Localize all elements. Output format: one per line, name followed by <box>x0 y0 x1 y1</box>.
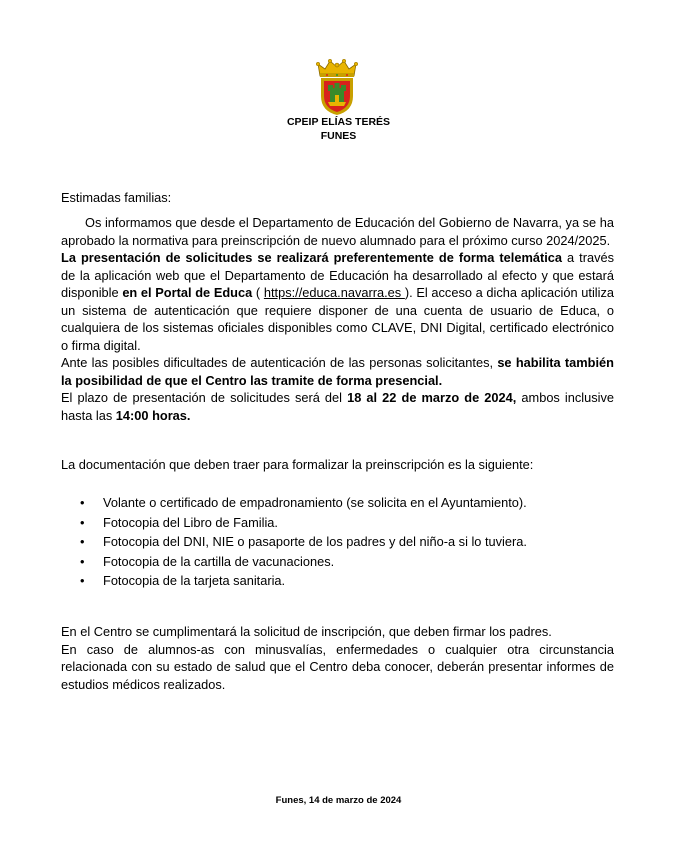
coat-of-arms-logo <box>315 58 359 116</box>
telematic-text-2: ( <box>252 285 264 300</box>
list-item <box>61 513 621 533</box>
document-item-text: Volante o certificado de empadronamiento (se solicita en el Ayuntamiento). <box>103 495 527 510</box>
document-item-text: Fotocopia de la tarjeta sanitaria. <box>103 573 286 588</box>
list-item <box>61 532 621 552</box>
bullet-icon: • <box>80 553 85 569</box>
deadline-hour: 14:00 horas. <box>115 407 191 423</box>
deadline-dates: 18 al 22 de marzo de 2024, <box>347 390 517 405</box>
document-item-text: Fotocopia del Libro de Familia. <box>103 514 278 530</box>
paragraph-signature: En el Centro se cumplimentará la solicitud de inscripción, que deben firmar los padres. <box>61 624 552 639</box>
paragraph-presencial <box>61 354 614 389</box>
telematic-text-1: a través de la aplicación web que el Departamento de Educación ha desarrollado al efecto y que estará disponible <box>61 250 614 300</box>
school-town: FUNES <box>320 130 357 142</box>
telematic-text-3: ). El acceso a dicha aplicación utiliza un sistema de autenticación que requiere disponer de una cuenta de usuario de Educa, o cualquiera de los sistemas oficiales disponibles como CLAVE, DNI Digital, certificado electrónico o firma digital. <box>61 285 615 353</box>
school-header <box>0 115 677 143</box>
letter-closing <box>61 623 614 693</box>
presencial-bold: se habilita también la posibilidad de que el Centro las tramite de forma presencial. <box>61 355 614 388</box>
footer-date: Funes, 14 de marzo de 2024 <box>275 795 402 806</box>
school-name: CPEIP ELÍAS TERÉS <box>286 116 391 128</box>
list-item <box>61 493 621 513</box>
paragraph-medical: En caso de alumnos-as con minusvalías, enfermedades o cualquier otra circunstancia relacionada con su estado de salud que el Centro deba conocer, deberán presentar informes de estudios médicos realizados. <box>61 641 614 692</box>
bullet-icon: • <box>80 514 85 530</box>
educa-link[interactable]: https://educa.navarra.es <box>263 285 405 300</box>
document-item-text: Fotocopia del DNI, NIE o pasaporte de los padres y del niño-a si lo tuviera. <box>103 534 527 549</box>
paragraph-telematic <box>61 249 614 354</box>
paragraph-intro: Os informamos que desde el Departamento de Educación del Gobierno de Navarra, ya se ha aprobado la normativa para preinscripción de nuevo alumnado para el próximo curso 2024/2025. <box>61 215 614 248</box>
document-item-text: Fotocopia de la cartilla de vacunaciones. <box>103 553 335 569</box>
letter-body <box>61 214 614 424</box>
list-item <box>61 571 621 591</box>
paragraph-deadline <box>61 389 614 424</box>
presencial-text: Ante las posibles dificultades de autenticación de las personas solicitantes, <box>61 355 498 370</box>
list-item <box>61 552 621 572</box>
deadline-text-2: ambos inclusive hasta las <box>61 390 614 423</box>
telematic-bold: La presentación de solicitudes se realizará preferentemente de forma telemática <box>61 250 562 265</box>
documents-intro: La documentación que deben traer para formalizar la preinscripción es la siguiente: <box>61 457 534 472</box>
bullet-icon: • <box>80 495 85 510</box>
bullet-icon: • <box>80 534 85 549</box>
portal-educa-bold: en el Portal de Educa <box>122 285 253 300</box>
documents-list <box>61 493 621 591</box>
bullet-icon: • <box>80 573 85 588</box>
deadline-text-1: El plazo de presentación de solicitudes será del <box>61 390 348 405</box>
letter-greeting: Estimadas familias: <box>61 190 172 205</box>
